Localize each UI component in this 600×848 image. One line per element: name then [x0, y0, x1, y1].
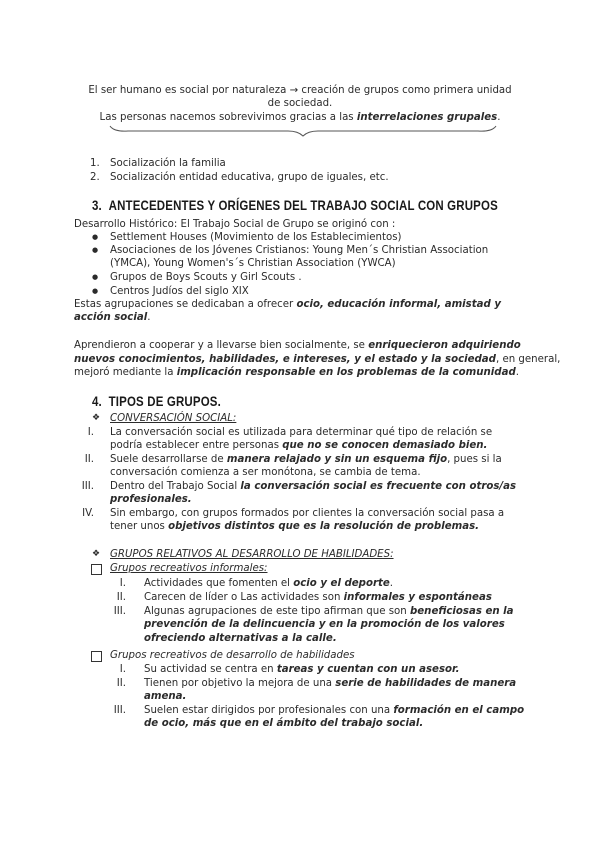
list-item: 2. Socialización entidad educativa, grupo de iguales, etc.	[90, 172, 389, 183]
list-item: La conversación social es utilizada para determinar qué tipo de relación se	[110, 427, 493, 438]
list-item: Su actividad se centra en tareas y cuentan con un asesor.	[144, 664, 460, 675]
paragraph-agrupaciones: Estas agrupaciones se dedicaban a ofrecer ocio, educación informal, amistad y	[74, 299, 501, 310]
list-item-continuation: prevención de la delincuencia y en la promoción de los valores	[144, 619, 505, 630]
intro-line-3: Las personas nacemos sobrevivimos gracias a las interrelaciones grupales.	[99, 112, 501, 123]
list-item: Suelen estar dirigidos por profesionales con una formación en el campo	[144, 705, 525, 716]
roman-numeral: IV.	[82, 508, 94, 519]
diamond-bullet-icon: ❖	[92, 549, 101, 559]
bullet-icon: ●	[92, 287, 99, 295]
roman-numeral: I.	[119, 578, 126, 589]
list-item-continuation: podría establecer entre personas que no se conocen demasiado bien.	[110, 440, 488, 451]
list-item: 1. Socialización la familia	[90, 158, 226, 169]
bullet-icon: ●	[92, 246, 99, 254]
roman-numeral: II.	[84, 454, 94, 465]
roman-numeral: III.	[113, 705, 126, 716]
diamond-bullet-icon: ❖	[92, 413, 101, 423]
list-item: Algunas agrupaciones de este tipo afirman que son beneficiosas en la	[144, 606, 514, 617]
list-item-continuation: (YMCA), Young Women's´s Christian Association (YWCA)	[110, 258, 396, 269]
list-item: Dentro del Trabajo Social la conversación social es frecuente con otros/as	[110, 481, 517, 492]
list-item: Actividades que fomenten el ocio y el deporte.	[144, 578, 394, 589]
roman-numeral: II.	[116, 678, 126, 689]
list-item-continuation: tener unos objetivos distintos que es la resolución de problemas.	[110, 521, 480, 532]
section-3-heading: 3. ANTECEDENTES Y ORÍGENES DEL TRABAJO SOCIAL CON GRUPOS	[92, 197, 498, 213]
bullet-icon: ●	[92, 273, 99, 281]
list-item-continuation: de ocio, más que en el ámbito del trabajo social.	[144, 718, 424, 729]
list-item: Suele desarrollarse de manera relajado y sin un esquema fijo, pues si la	[110, 454, 502, 465]
intro-emphasis: interrelaciones grupales	[356, 112, 498, 123]
list-item-continuation: ofreciendo alternativas a la calle.	[144, 633, 337, 644]
conversation-title: CONVERSACIÓN SOCIAL:	[110, 413, 237, 424]
list-item: Asociaciones de los Jóvenes Cristianos: Young Men´s Christian Association	[110, 245, 489, 256]
skill-dev-groups-title: Grupos recreativos de desarrollo de habilidades	[110, 650, 355, 661]
list-item: Sin embargo, con grupos formados por clientes la conversación social pasa a	[110, 508, 505, 519]
intro-line-1: El ser humano es social por naturaleza → creación de grupos como primera unidad	[88, 85, 512, 96]
curly-brace-icon	[108, 124, 498, 138]
section-4-heading: 4. TIPOS DE GRUPOS.	[92, 393, 221, 409]
list-item: Centros Judíos del siglo XIX	[110, 286, 249, 297]
skills-title: GRUPOS RELATIVOS AL DESARROLLO DE HABILIDADES:	[110, 549, 394, 560]
roman-numeral: III.	[81, 481, 94, 492]
checkbox-icon	[91, 564, 102, 575]
list-item-continuation: profesionales.	[110, 494, 192, 505]
roman-numeral: I.	[119, 664, 126, 675]
roman-numeral: II.	[116, 592, 126, 603]
list-item-continuation: conversación comienza a ser monótona, se cambia de tema.	[110, 467, 421, 478]
checkbox-icon	[91, 651, 102, 662]
historic-text: Desarrollo Histórico: El Trabajo Social de Grupo se originó con :	[74, 219, 396, 230]
list-item: Tienen por objetivo la mejora de una serie de habilidades de manera	[144, 678, 517, 689]
bullet-icon: ●	[92, 233, 99, 241]
list-item-continuation: amena.	[144, 691, 187, 702]
intro-line-2: de sociedad.	[267, 98, 333, 109]
list-item: Settlement Houses (Movimiento de los Establecimientos)	[110, 232, 402, 243]
list-item: Carecen de líder o Las actividades son informales y espontáneas	[144, 592, 492, 603]
paragraph-aprendieron-3: mejoró mediante la implicación responsable en los problemas de la comunidad.	[74, 367, 519, 378]
paragraph-aprendieron: Aprendieron a cooperar y a llevarse bien socialmente, se enriquecieron adquiriendo	[74, 340, 521, 351]
roman-numeral: III.	[113, 606, 126, 617]
list-item: Grupos de Boys Scouts y Girl Scouts .	[110, 272, 302, 283]
informal-groups-title: Grupos recreativos informales:	[110, 563, 268, 574]
paragraph-agrupaciones-cont: acción social.	[74, 312, 151, 323]
roman-numeral: I.	[87, 427, 94, 438]
paragraph-aprendieron-2: nuevos conocimientos, habilidades, e intereses, y el estado y la sociedad, en general,	[74, 354, 561, 365]
